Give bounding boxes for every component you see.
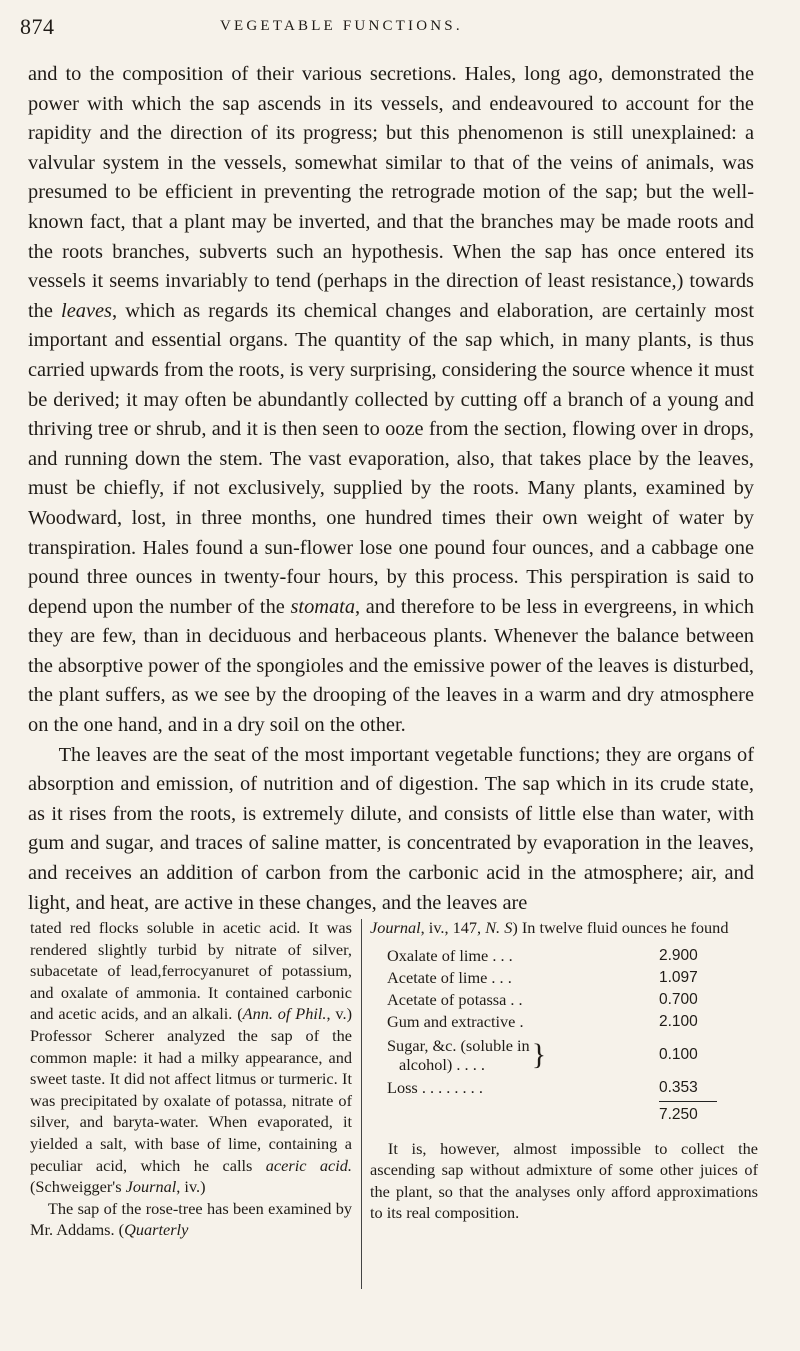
analysis-row: Loss . . . . . . . . 0.353 [387,1077,698,1097]
analysis-closing: It is, however, almost impossible to collect the ascending sap without admixture of some other juices of the plant, so that the analyses only afford approximations to its real composition. [370,1138,758,1223]
main-text [28,60,754,918]
footnote-rose-tree-text: The sap of the rose-tree has been examined by Mr. Addams. (Quarterly [30,1198,352,1240]
footnotes [30,917,760,1337]
analysis-row: Oxalate of lime . . . 2.900 [387,945,698,965]
page-header [20,14,760,44]
footnote-sap-analysis-text: tated red flocks soluble in acetic acid. It was rendered slightly turbid by nitrate of silver, subacetate of lead,ferrocyanuret of potassium, and oxalate of ammonia. It contained carbonic and acetic acids, and an alkali. (Ann. of Phil., v.) Professor Scherer analyzed the sap of the common maple: it had a milky appearance, and sweet taste. It did not affect litmus or turmeric. It was precipitated by oxalate of potassa, nitrate of silver, and baryta-water. When evaporated, it yielded a salt, with base of lime, containing a peculiar acid, which he calls aceric acid. (Schweigger's Journal, iv.) [30,918,352,1197]
analysis-row: Acetate of lime . . . 1.097 [387,967,698,987]
analysis-row: Sugar, &c. (soluble in alcohol) . . . . } 0.100 [387,1035,698,1074]
footnote-right-column [370,917,758,1224]
analysis-row: Acetate of potassa . . 0.700 [387,989,698,1009]
running-head: VEGETABLE FUNCTIONS. [220,18,463,34]
column-divider [361,919,362,1289]
analysis-total: 7.250 [659,1105,698,1123]
page-number: 874 [20,14,55,39]
paragraph-sap-ascent: and to the composition of their various secretions. Hales, long ago, demonstrated the power with which the sap ascends in its vessels, and endeavoured to account for the rapidity and the direction of its progress; but this phenomenon is still unexplained: a valvular system in the vessels, somewhat similar to that of the veins of animals, was presumed to be efficient in preventing the retrograde motion of the sap; but the well-known fact, that a plant may be inverted, and that the branches may be made roots and the roots branches, subverts such an hypothesis. When the sap has once entered its vessels it seems invariably to tend (perhaps in the direction of least resistance,) towards the leaves, which as regards its chemical changes and elaboration, are certainly most important and essential organs. The quantity of the sap which, in many plants, is thus carried upwards from the roots, is very surprising, considering the source whence it must be derived; it may often be abundantly collected by cutting off a branch of a young and thriving tree or shrub, and it is then seen to ooze from the section, flowing over in drops, and running down the stem. The vast evaporation, also, that takes place by the leaves, must be chiefly, if not exclusively, supplied by the roots. Many plants, examined by Woodward, lost, in three months, one hundred times their own weight of water by transpiration. Hales found a sun-flower lose one pound four ounces, and a cabbage one pound three ounces in twenty-four hours, by this process. This perspiration is said to depend upon the number of the stomata, and therefore to be less in evergreens, in which they are few, than in deciduous and herbaceous plants. Whenever the balance between the absorptive power of the spongioles and the emissive power of the leaves is disturbed, the plant suffers, as we see by the drooping of the leaves in a warm and dry atmosphere on the one hand, and in a dry soil on the other. [28,63,754,737]
footnote-left-column [30,917,352,1241]
brace-glyph: } [531,1037,547,1071]
paragraph-leaves-functions: The leaves are the seat of the most important vegetable functions; they are organs of absorption and emission, of nutrition and of digestion. The sap which in its crude state, as it rises from the roots, is extremely dilute, and consists of little else than water, with gum and sugar, and traces of saline matter, is concentrated by evaporation in the leaves, and receives an addition of carbon from the carbonic acid in the atmosphere; air, and light, and heat, are active in these changes, and the leaves are [28,743,754,914]
analysis-intro: Journal, iv., 147, N. S) In twelve fluid ounces he found [370,918,729,937]
sap-analysis-table [387,945,737,1128]
analysis-row: Gum and extractive . 2.100 [387,1011,698,1031]
